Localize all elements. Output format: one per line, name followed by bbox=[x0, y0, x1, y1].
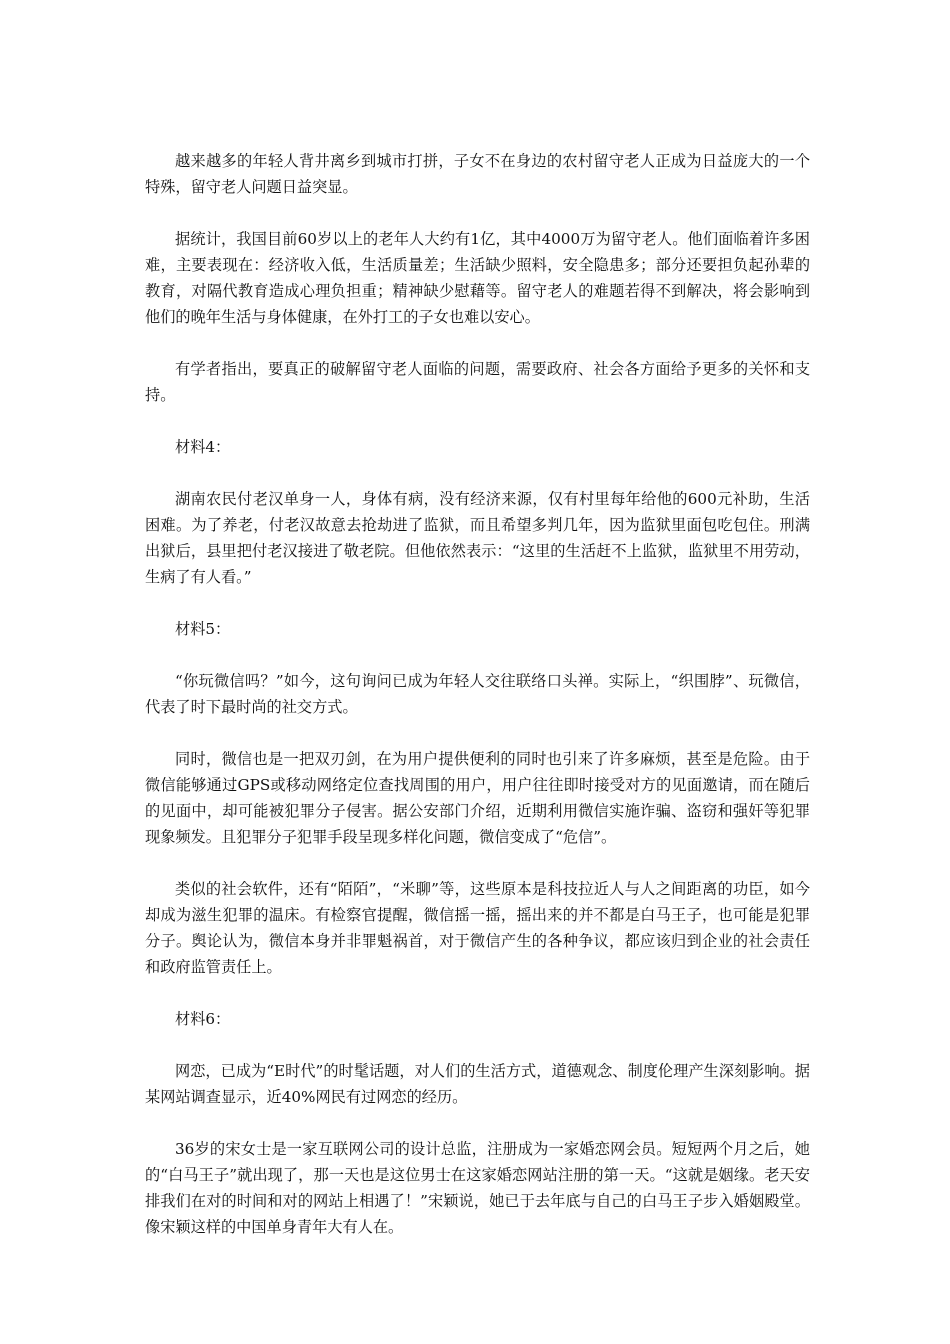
paragraph-social-apps: 类似的社会软件，还有“陌陌”，“米聊”等，这些原本是科技拉近人与人之间距离的功臣，如今却成为滋生犯罪的温床。有检察官提醒，微信摇一摇，摇出来的并不都是白马王子，也可能是犯罪分子。舆论认为，微信本身并非罪魁祸首，对于微信产生的各种争议，都应该归到企业的社会责任和政府监管责任上。 bbox=[145, 880, 810, 976]
material-4-heading: 材料4： bbox=[175, 438, 231, 456]
paragraph-wechat-risks: 同时，微信也是一把双刃剑，在为用户提供便利的同时也引来了许多麻烦，甚至是危险。由于微信能够通过GPS或移动网络定位查找周围的用户，用户往往即时接受对方的见面邀请，而在随后的见面中，却可能被犯罪分子侵害。据公安部门介绍，近期利用微信实施诈骗、盗窃和强奸等犯罪现象频发。且犯罪分子犯罪手段呈现多样化问题，微信变成了“危信”。 bbox=[145, 750, 810, 846]
paragraph-left-behind-elderly-intro: 越来越多的年轻人背井离乡到城市打拼，子女不在身边的农村留守老人正成为日益庞大的一个特殊，留守老人问题日益突显。 bbox=[145, 152, 810, 196]
document-body bbox=[145, 148, 810, 1266]
paragraph-online-dating-intro: 网恋，已成为“E时代”的时髦话题，对人们的生活方式，道德观念、制度伦理产生深刻影响。据某网站调查显示，近40%网民有过网恋的经历。 bbox=[145, 1062, 810, 1106]
paragraph-material-4-story: 湖南农民付老汉单身一人，身体有病，没有经济来源，仅有村里每年给他的600元补助，生活困难。为了养老，付老汉故意去抢劫进了监狱，而且希望多判几年，因为监狱里面包吃包住。刑满出狱后，县里把付老汉接进了敬老院。但他依然表示：“这里的生活赶不上监狱，监狱里不用劳动，生病了有人看。” bbox=[145, 490, 810, 586]
paragraph-scholar-opinion: 有学者指出，要真正的破解留守老人面临的问题，需要政府、社会各方面给予更多的关怀和支持。 bbox=[145, 360, 810, 404]
paragraph-wechat-intro: “你玩微信吗？”如今，这句询问已成为年轻人交往联络口头禅。实际上，“织围脖”、玩微信，代表了时下最时尚的社交方式。 bbox=[145, 672, 810, 716]
paragraph-ms-song-story: 36岁的宋女士是一家互联网公司的设计总监，注册成为一家婚恋网会员。短短两个月之后，她的“白马王子”就出现了，那一天也是这位男士在这家婚恋网站注册的第一天。“这就是姻缘。老天安排我们在对的时间和对的网站上相遇了！”宋颖说，她已于去年底与自己的白马王子步入婚姻殿堂。像宋颖这样的中国单身青年大有人在。 bbox=[145, 1140, 810, 1236]
material-5-heading: 材料5： bbox=[175, 620, 231, 638]
paragraph-elderly-statistics: 据统计，我国目前60岁以上的老年人大约有1亿，其中4000万为留守老人。他们面临着许多困难，主要表现在：经济收入低，生活质量差；生活缺少照料，安全隐患多；部分还要担负起孙辈的教育，对隔代教育造成心理负担重；精神缺少慰藉等。留守老人的难题若得不到解决，将会影响到他们的晚年生活与身体健康，在外打工的子女也难以安心。 bbox=[145, 230, 810, 326]
material-6-heading: 材料6： bbox=[175, 1010, 231, 1028]
